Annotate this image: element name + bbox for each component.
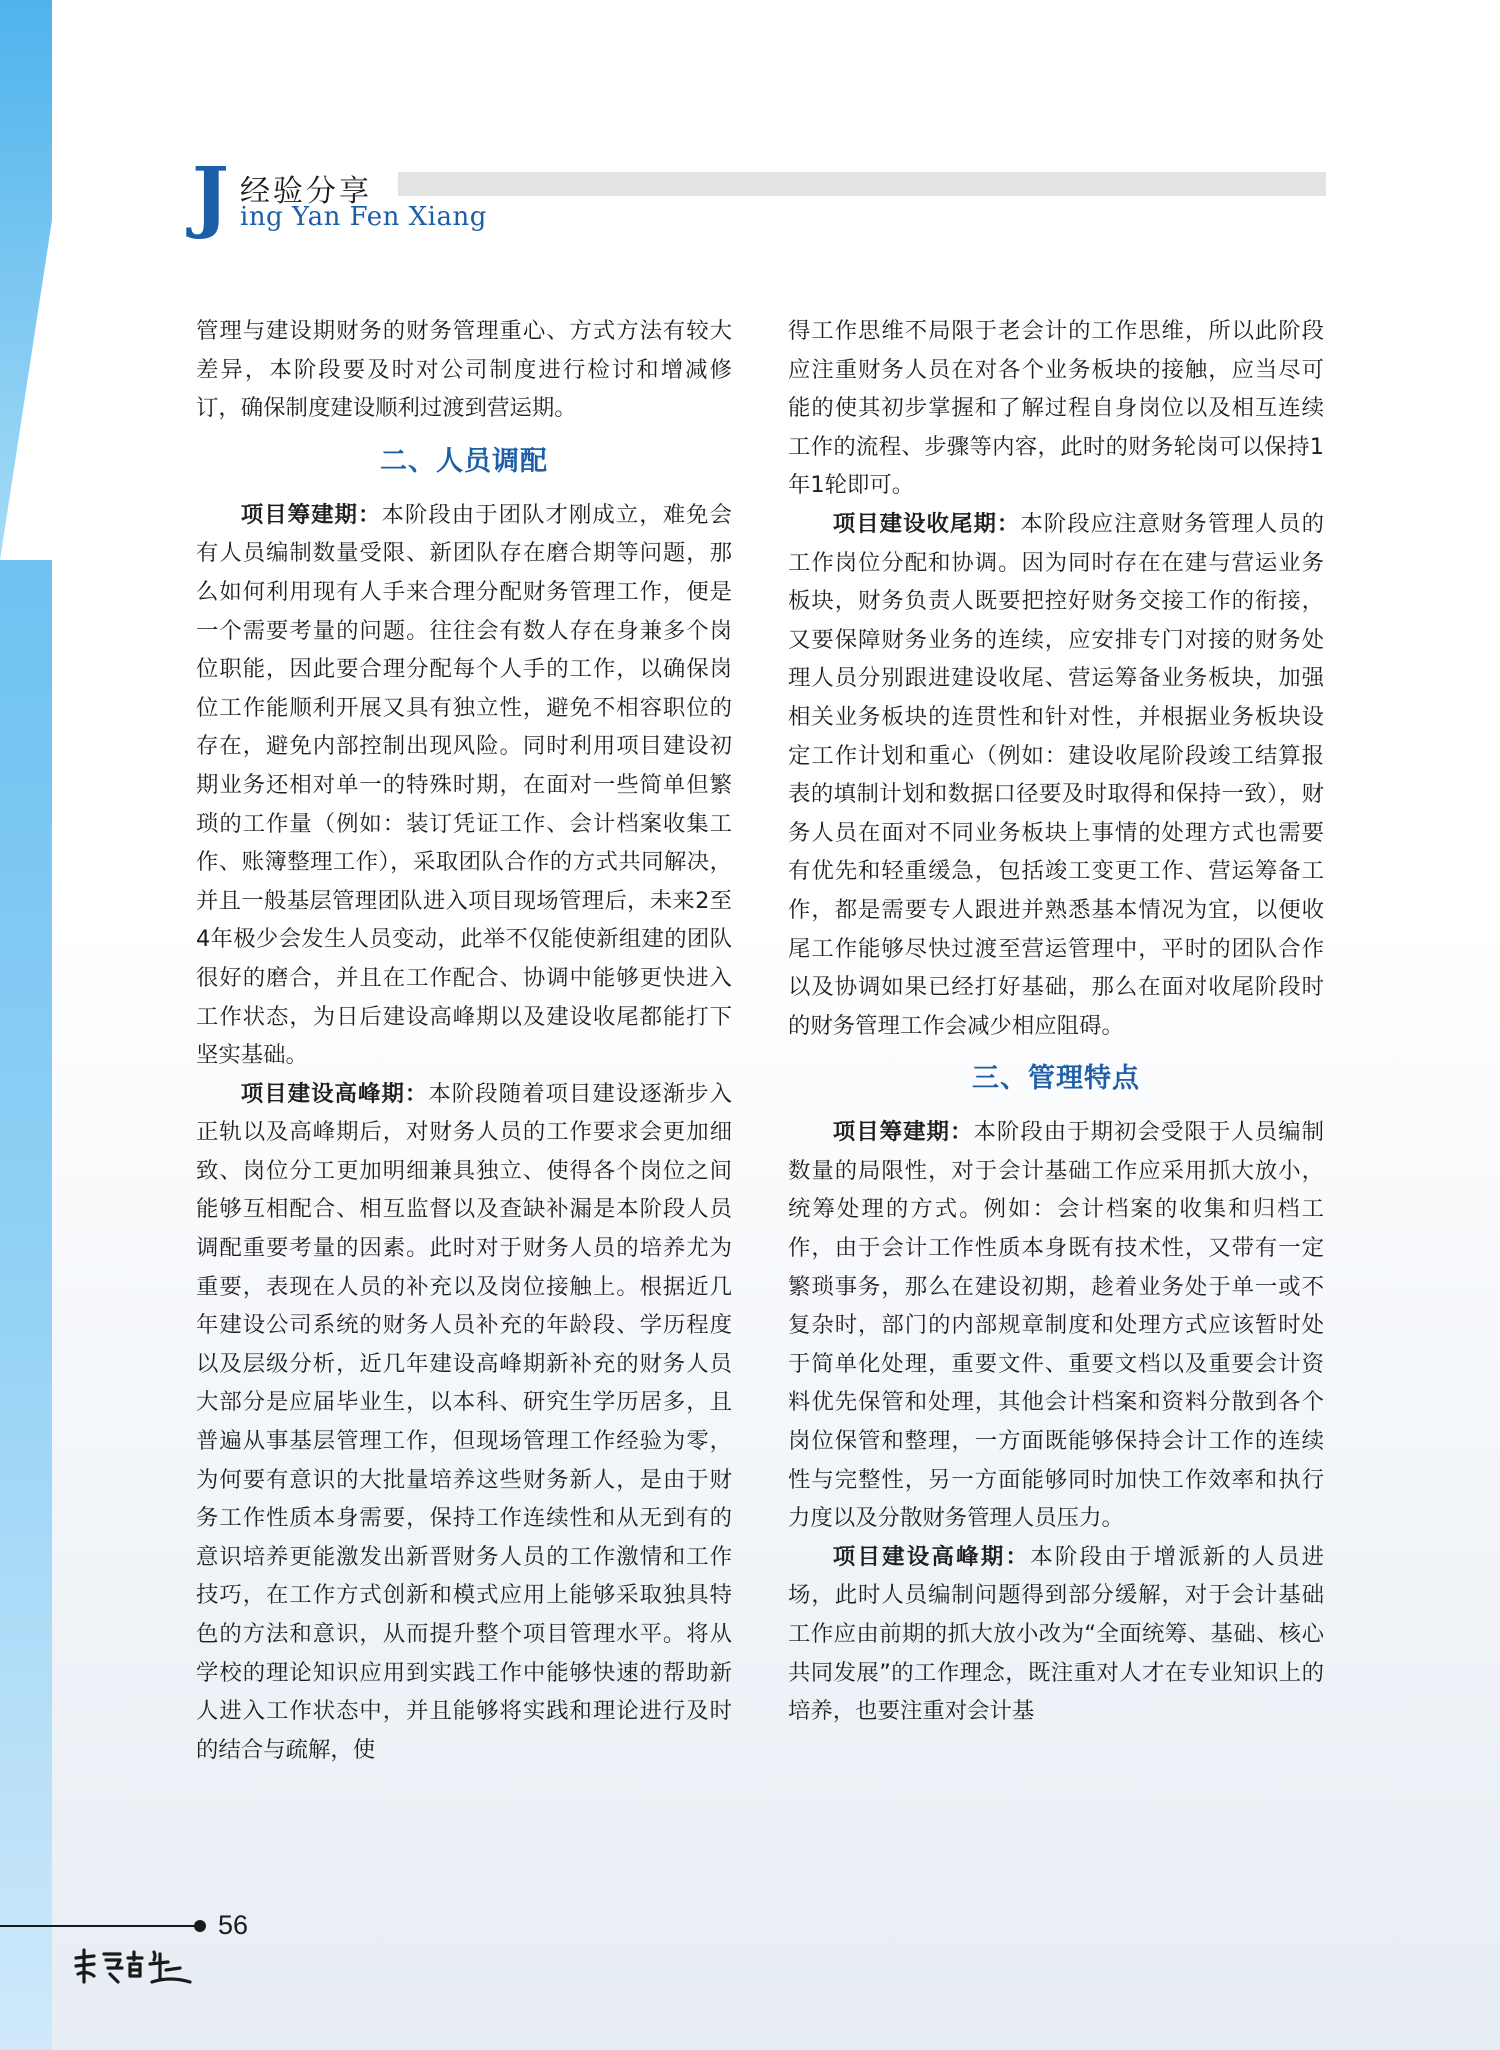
paragraph	[788, 1113, 1324, 1538]
paragraph: 得工作思维不局限于老会计的工作思维，所以此阶段应注重财务人员在对各个业务板块的接触，应当尽可能的使其初步掌握和了解过程自身岗位以及相互连续工作的流程、步骤等内容，此时的财务轮岗可以保持1年1轮即可。	[788, 318, 1324, 499]
page-number: 56	[218, 1910, 249, 1940]
section-pinyin-subtitle: ing Yan Fen Xiang	[240, 202, 487, 232]
paragraph-body: 本阶段由于期初会受限于人员编制数量的局限性，对于会计基础工作应采用抓大放小，统筹处理的方式。例如：会计档案的收集和归档工作，由于会计工作性质本身既有技术性，又带有一定繁琐事务，那么在建设初期，趁着业务处于单一或不复杂时，部门的内部规章制度和处理方式应该暂时处于简单化处理，重要文件、重要文档以及重要会计资料优先保管和处理，其他会计档案和资料分散到各个岗位保管和整理，一方面既能够保持会计工作的连续性与完整性，另一方面能够同时加快工作效率和执行力度以及分散财务管理人员压力。	[788, 1119, 1325, 1532]
paragraph-lead-label: 项目建设高峰期：	[832, 1543, 1031, 1570]
paragraph	[788, 1538, 1324, 1731]
paragraph	[788, 505, 1324, 1045]
paragraph-lead-label: 项目建设收尾期：	[832, 510, 1021, 537]
paragraph-body: 本阶段随着项目建设逐渐步入正轨以及高峰期后，对财务人员的工作要求会更加细致、岗位分工更加明细兼具独立、使得各个岗位之间能够互相配合、相互监督以及查缺补漏是本阶段人员调配重要考量的因素。此时对于财务人员的培养尤为重要，表现在人员的补充以及岗位接触上。根据近几年建设公司系统的财务人员补充的年龄段、学历程度以及层级分析，近几年建设高峰期新补充的财务人员大部分是应届毕业生，以本科、研究生学历居多，且普遍从事基层管理工作，但现场管理工作经验为零，为何要有意识的大批量培养这些财务新人，是由于财务工作性质本身需要，保持工作连续性和从无到有的意识培养更能激发出新晋财务人员的工作激情和工作技巧，在工作方式创新和模式应用上能够采取独具特色的方法和意识，从而提升整个项目管理水平。将从学校的理论知识应用到实践工作中能够快速的帮助新人进入工作状态中，并且能够将实践和理论进行及时的结合与疏解，使	[196, 1080, 733, 1763]
paragraph: 管理与建设期财务的财务管理重心、方式方法有较大差异，本阶段要及时对公司制度进行检讨和增减修订，确保制度建设顺利过渡到营运期。	[196, 318, 732, 422]
paragraph-lead-label: 项目筹建期：	[832, 1119, 974, 1146]
header-initial: J	[192, 151, 229, 242]
footer-rule	[0, 1925, 200, 1927]
footer-dot	[194, 1920, 206, 1932]
paragraph-body: 本阶段由于团队才刚成立，难免会有人员编制数量受限、新团队存在磨合期等问题，那么如何利用现有人手来合理分配财务管理工作，便是一个需要考量的问题。往往会有数人存在身兼多个岗位职能，因此要合理分配每个人手的工作，以确保岗位工作能顺利开展又具有独立性，避免不相容职位的存在，避免内部控制出现风险。同时利用项目建设初期业务还相对单一的特殊时期，在面对一些简单但繁琐的工作量（例如：装订凭证工作、会计档案收集工作、账簿整理工作），采取团队合作的方式共同解决，并且一般基层管理团队进入项目现场管理后，未来2至4年极少会发生人员变动，此举不仅能使新组建的团队很好的磨合，并且在工作配合、协调中能够更快进入工作状态，为日后建设高峰期以及建设收尾都能打下坚实基础。	[196, 501, 733, 1069]
right-column	[788, 312, 1324, 1731]
paragraph-body: 本阶段应注意财务管理人员的工作岗位分配和协调。因为同时存在在建与营运业务板块，财务负责人既要把控好财务交接工作的衔接，又要保障财务业务的连续，应安排专门对接的财务处理人员分别跟进建设收尾、营运筹备业务板块，加强相关业务板块的连贯性和针对性，并根据业务板块设定工作计划和重心（例如：建设收尾阶段竣工结算报表的填制计划和数据口径要及时取得和保持一致），财务人员在面对不同业务板块上事情的处理方式也需要有优先和轻重缓急，包括竣工变更工作、营运筹备工作，都是需要专人跟进并熟悉基本情况为宜，以便收尾工作能够尽快过渡至营运管理中，平时的团队合作以及协调如果已经打好基础，那么在面对收尾阶段时的财务管理工作会减少相应阻碍。	[788, 510, 1325, 1039]
brand-logo	[70, 1946, 198, 1986]
paragraph	[196, 496, 732, 1075]
heading-management-features: 三、管理特点	[972, 1063, 1140, 1095]
heading-personnel-allocation: 二、人员调配	[380, 445, 548, 477]
paragraph-lead-label: 项目建设高峰期：	[240, 1080, 429, 1107]
paragraph-body: 本阶段由于增派新的人员进场，此时人员编制问题得到部分缓解，对于会计基础工作应由前期的抓大放小改为“全面统筹、基础、核心共同发展”的工作理念，既注重对人才在专业知识上的培养，也要注重对会计基	[788, 1543, 1325, 1725]
section-title: 经验分享	[240, 174, 372, 209]
paragraph	[196, 1075, 732, 1770]
header-grey-bar	[398, 172, 1326, 196]
left-column	[196, 312, 732, 1769]
paragraph-lead-label: 项目筹建期：	[240, 501, 382, 528]
